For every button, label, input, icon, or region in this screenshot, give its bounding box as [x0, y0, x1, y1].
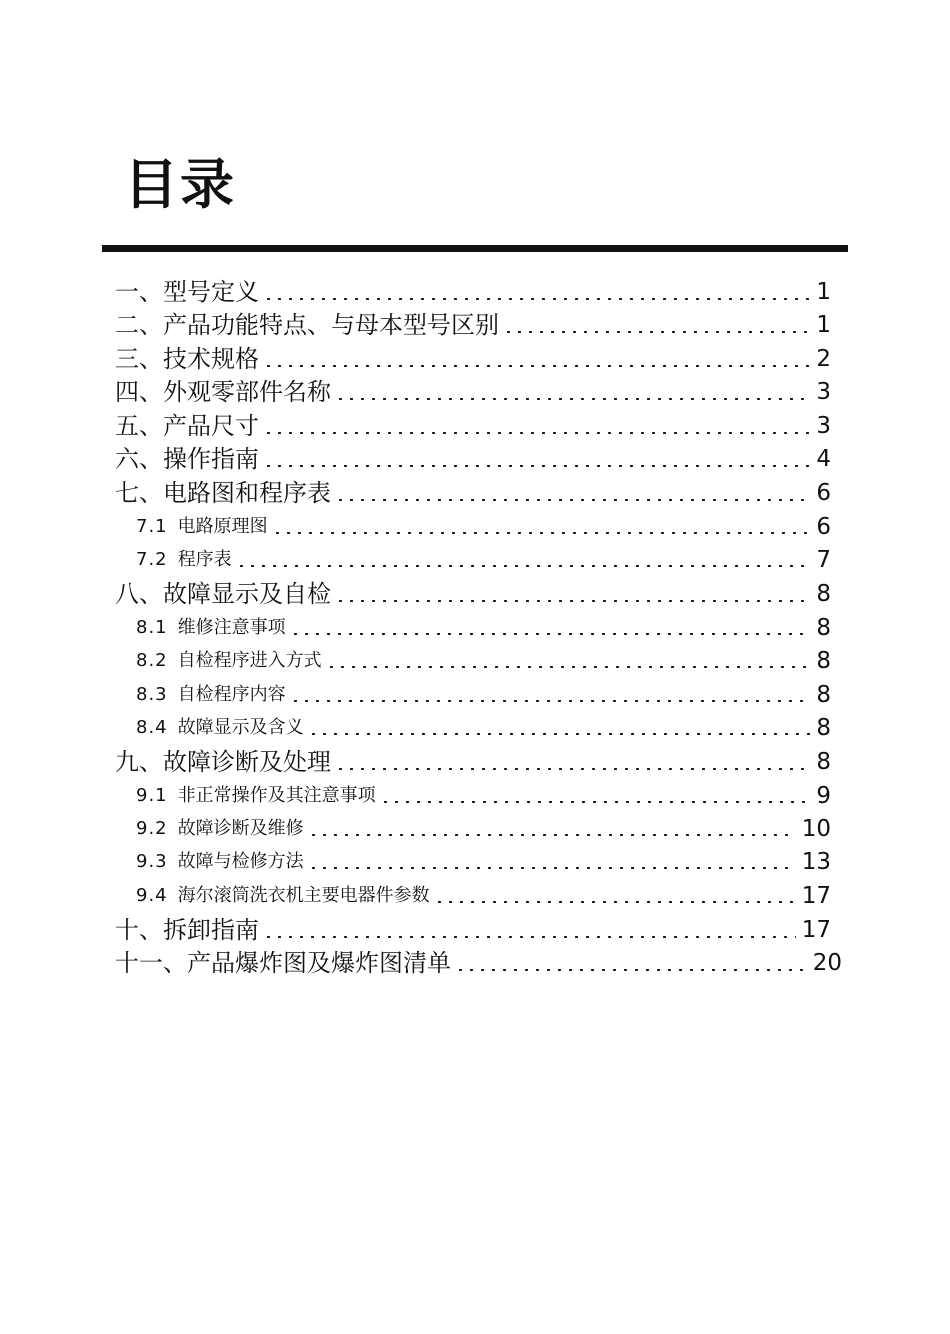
toc-page-number: 9	[816, 783, 831, 809]
toc-entry-7-2[interactable]	[136, 546, 831, 574]
toc-section-number: 9.4	[136, 885, 168, 906]
toc-page-number: 10	[801, 816, 831, 842]
toc-section-number: 7.2	[136, 549, 168, 570]
page-title: 目录	[124, 153, 236, 216]
toc-page-number: 8	[816, 581, 831, 607]
toc-entry-8-4[interactable]	[136, 714, 831, 742]
toc-page-number: 1	[816, 279, 831, 305]
toc-entry-9[interactable]	[115, 747, 831, 777]
toc-leader-dots	[308, 867, 796, 869]
toc-entry-9-4[interactable]	[136, 882, 831, 910]
toc-page-number: 3	[816, 379, 831, 405]
toc-section-number: 7.1	[136, 516, 168, 537]
toc-leader-dots	[263, 432, 810, 434]
toc-entry-9-2[interactable]	[136, 815, 831, 843]
toc-leader-dots	[263, 936, 796, 938]
toc-page-number: 6	[816, 514, 831, 540]
toc-entry-label: 一、型号定义	[115, 278, 259, 306]
toc-section-number: 8.1	[136, 617, 168, 638]
toc-entry-label: 八、故障显示及自检	[115, 580, 331, 608]
toc-leader-dots	[263, 465, 810, 467]
toc-entry-6[interactable]	[115, 444, 831, 474]
toc-entry-label: 十一、产品爆炸图及爆炸图清单	[115, 949, 451, 977]
toc-entry-label: 十、拆卸指南	[115, 916, 259, 944]
toc-leader-dots	[503, 331, 810, 333]
toc-entry-label: 海尔滚筒洗衣机主要电器件参数	[177, 885, 430, 906]
toc-section-number: 8.3	[136, 684, 168, 705]
toc-page-number: 3	[816, 413, 831, 439]
toc-leader-dots	[326, 666, 811, 668]
toc-page-number: 2	[816, 346, 831, 372]
toc-entry-label: 三、技术规格	[115, 345, 259, 373]
toc-entry-label: 五、产品尺寸	[115, 412, 259, 440]
toc-entry-11[interactable]	[115, 948, 842, 978]
toc-page-number: 7	[816, 547, 831, 573]
toc-section-number: 8.4	[136, 717, 168, 738]
toc-page-number: 20	[812, 950, 842, 976]
toc-leader-dots	[308, 834, 796, 836]
toc-entry-label: 电路原理图	[177, 516, 268, 537]
toc-page-number: 17	[801, 883, 831, 909]
toc-page-number: 1	[816, 312, 831, 338]
toc-section-number: 9.3	[136, 851, 168, 872]
toc-entry-label: 二、产品功能特点、与母本型号区别	[115, 311, 499, 339]
toc-page-number: 8	[816, 715, 831, 741]
toc-entry-label: 七、电路图和程序表	[115, 479, 331, 507]
toc-leader-dots	[290, 633, 811, 635]
toc-entry-label: 自检程序内容	[177, 684, 286, 705]
toc-page-number: 8	[816, 749, 831, 775]
toc-page-number: 8	[816, 615, 831, 641]
toc-entry-label: 故障与检修方法	[177, 851, 304, 872]
toc-entry-4[interactable]	[115, 377, 831, 407]
toc-leader-dots	[335, 600, 810, 602]
toc-entry-9-1[interactable]	[136, 782, 831, 810]
toc-entry-8-1[interactable]	[136, 614, 831, 642]
toc-page-number: 13	[801, 849, 831, 875]
toc-entry-8[interactable]	[115, 579, 831, 609]
toc-entry-2[interactable]	[115, 310, 831, 340]
toc-entry-label: 九、故障诊断及处理	[115, 748, 331, 776]
toc-leader-dots	[380, 801, 811, 803]
toc-leader-dots	[335, 499, 810, 501]
toc-entry-label: 四、外观零部件名称	[115, 378, 331, 406]
toc-leader-dots	[335, 768, 810, 770]
toc-page-number: 8	[816, 682, 831, 708]
toc-leader-dots	[308, 733, 811, 735]
toc-entry-1[interactable]	[115, 277, 831, 307]
toc-leader-dots	[263, 298, 810, 300]
toc-page-number: 17	[801, 917, 831, 943]
toc-leader-dots	[335, 398, 810, 400]
toc-entry-10[interactable]	[115, 915, 831, 945]
toc-page-number: 6	[816, 480, 831, 506]
toc-entry-9-3[interactable]	[136, 848, 831, 876]
toc-leader-dots	[236, 565, 811, 567]
toc-page-number: 4	[816, 446, 831, 472]
toc-entry-label: 程序表	[177, 549, 232, 570]
toc-entry-label: 自检程序进入方式	[177, 650, 322, 671]
toc-entry-label: 非正常操作及其注意事项	[177, 785, 376, 806]
toc-entry-7[interactable]	[115, 478, 831, 508]
toc-entry-3[interactable]	[115, 344, 831, 374]
toc-entry-label: 故障显示及含义	[177, 717, 304, 738]
toc-page-number: 8	[816, 648, 831, 674]
toc-entry-7-1[interactable]	[136, 513, 831, 541]
toc-entry-label: 六、操作指南	[115, 445, 259, 473]
toc-leader-dots	[290, 700, 811, 702]
toc-section-number: 9.2	[136, 818, 168, 839]
toc-section-number: 8.2	[136, 650, 168, 671]
toc-leader-dots	[455, 969, 807, 971]
toc-leader-dots	[263, 365, 810, 367]
toc-section-number: 9.1	[136, 785, 168, 806]
toc-entry-8-3[interactable]	[136, 681, 831, 709]
toc-leader-dots	[272, 532, 811, 534]
toc-entry-8-2[interactable]	[136, 647, 831, 675]
toc-entry-label: 维修注意事项	[177, 617, 286, 638]
toc-entry-5[interactable]	[115, 411, 831, 441]
toc-leader-dots	[434, 901, 796, 903]
toc-entry-label: 故障诊断及维修	[177, 818, 304, 839]
